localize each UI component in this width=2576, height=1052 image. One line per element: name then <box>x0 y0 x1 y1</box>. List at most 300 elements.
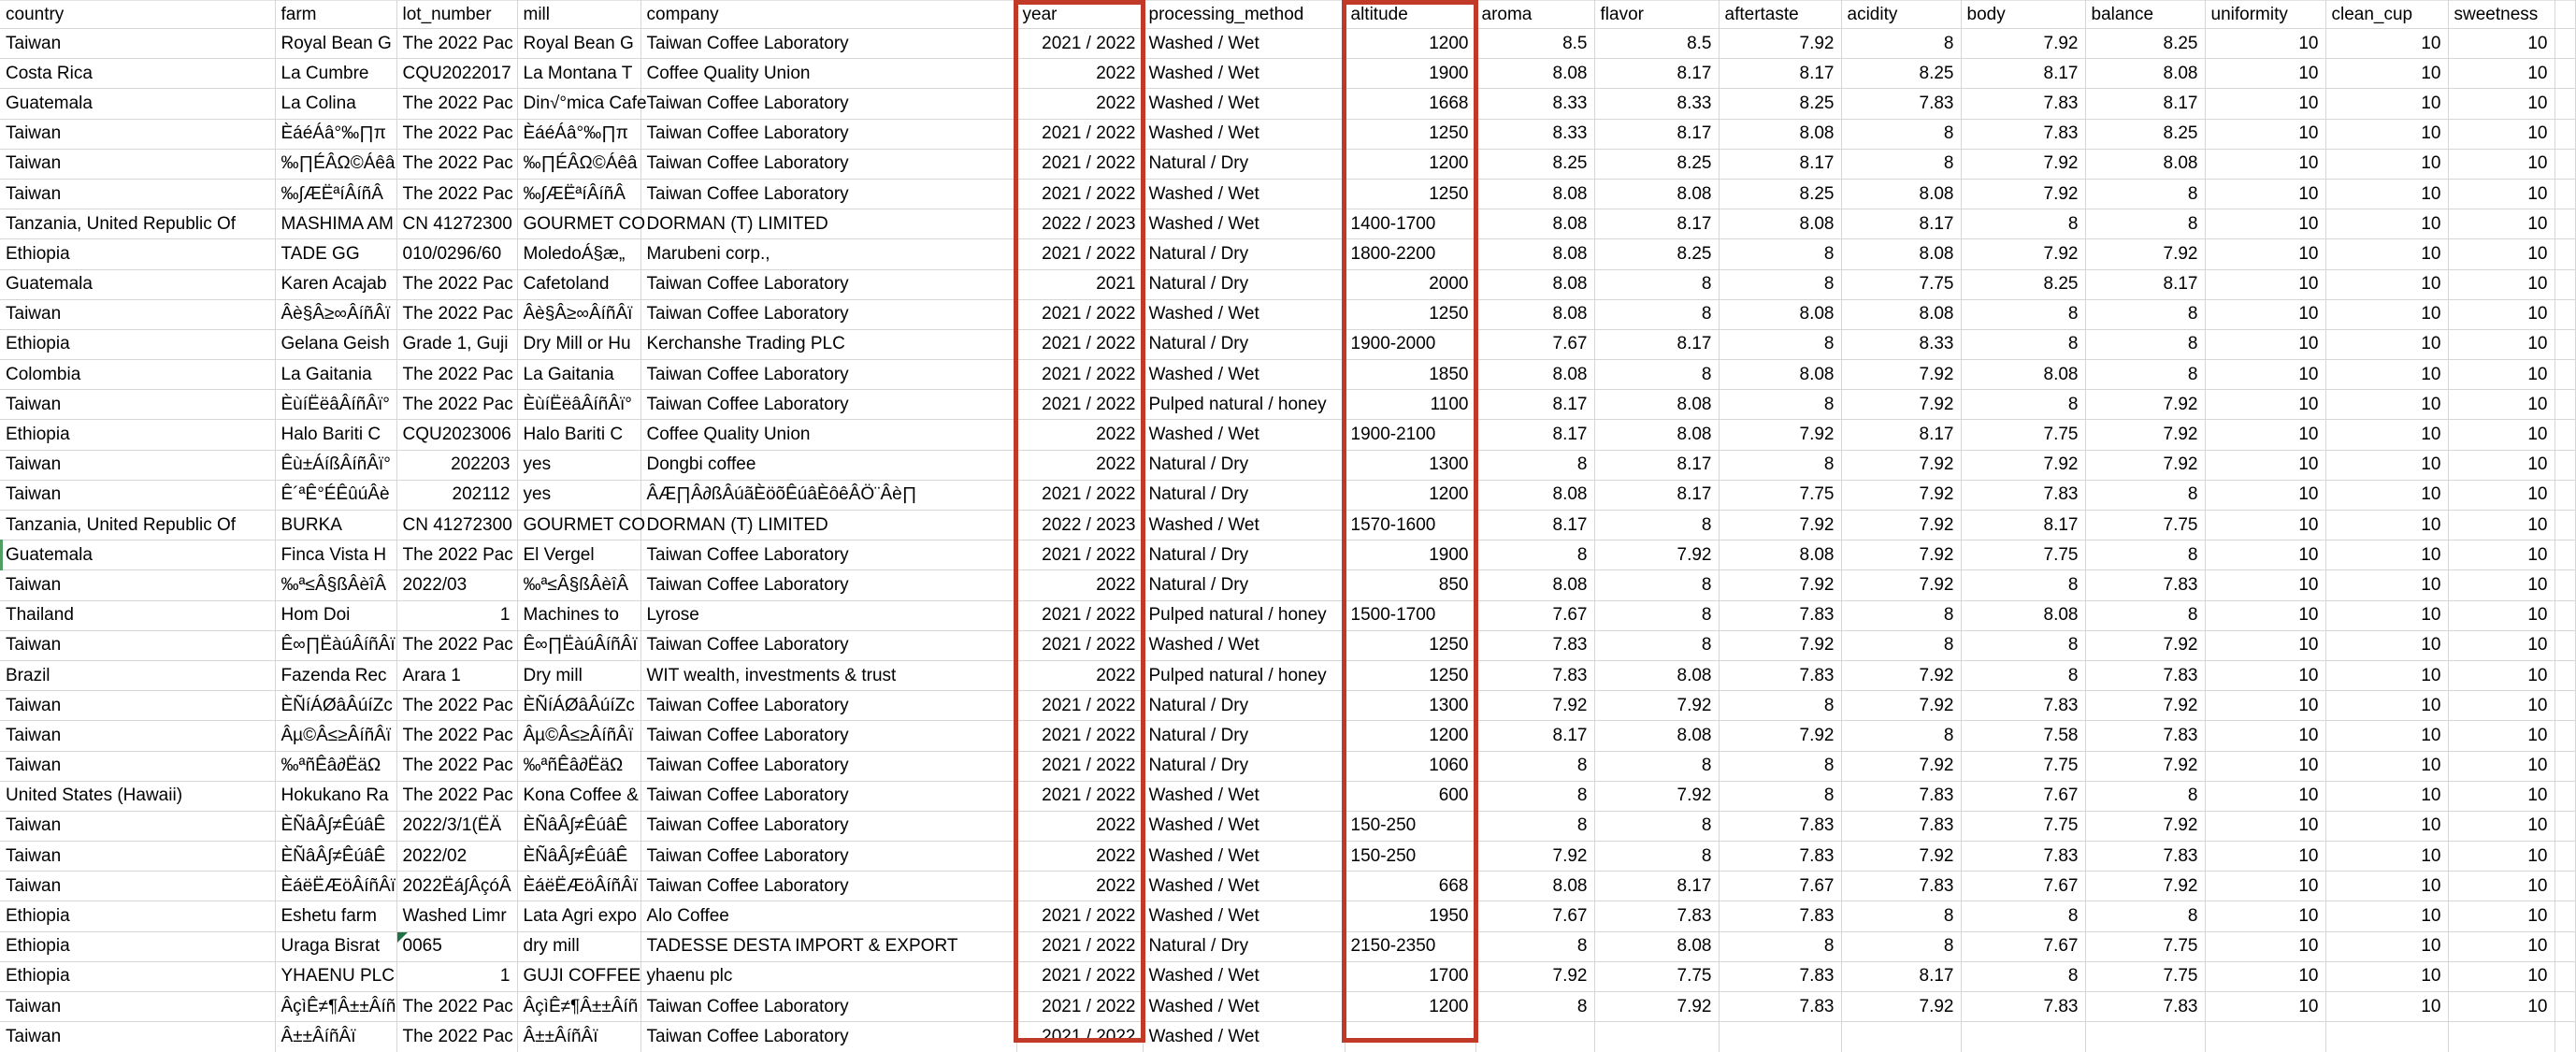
column-header-farm[interactable]: farm <box>275 1 396 29</box>
cell-sweetness[interactable]: 10 <box>2448 600 2554 630</box>
cell-lot_number[interactable]: The 2022 Pac <box>396 691 517 721</box>
cell-mill[interactable]: La Montana T <box>517 59 640 89</box>
cell-aroma[interactable]: 7.67 <box>1475 600 1594 630</box>
cell-acidity[interactable]: 7.83 <box>1841 781 1961 811</box>
cell-lot_number[interactable]: The 2022 Pac <box>396 29 517 59</box>
cell-mill[interactable]: ‰ª≤Â§ßÂèîÂ <box>517 570 640 600</box>
cell-altitude[interactable]: 1250 <box>1345 299 1475 329</box>
cell-aroma[interactable]: 8.08 <box>1475 360 1594 390</box>
cell-lot_number[interactable]: 010/0296/60 <box>396 239 517 269</box>
cell-year[interactable]: 2022 <box>1016 59 1143 89</box>
cell-processing_method[interactable]: Pulped natural / honey <box>1143 660 1345 690</box>
cell-flavor[interactable]: 8.25 <box>1594 239 1719 269</box>
cell-company[interactable]: Taiwan Coffee Laboratory <box>640 842 1016 872</box>
cell-flavor[interactable]: 8 <box>1594 269 1719 299</box>
cell-flavor[interactable]: 8.25 <box>1594 149 1719 179</box>
cell-filler[interactable] <box>2554 149 2575 179</box>
cell-farm[interactable]: ÈÑíÁØâÂúíZc <box>275 691 396 721</box>
cell-flavor[interactable]: 8 <box>1594 299 1719 329</box>
cell-year[interactable]: 2022 <box>1016 570 1143 600</box>
cell-uniformity[interactable]: 10 <box>2205 570 2325 600</box>
cell-body[interactable]: 8 <box>1961 329 2085 359</box>
cell-filler[interactable] <box>2554 570 2575 600</box>
cell-acidity[interactable]: 8.17 <box>1841 961 1961 991</box>
cell-sweetness[interactable]: 10 <box>2448 29 2554 59</box>
cell-body[interactable]: 8 <box>1961 390 2085 420</box>
cell-lot_number[interactable]: The 2022 Pac <box>396 269 517 299</box>
cell-uniformity[interactable]: 10 <box>2205 660 2325 690</box>
cell-mill[interactable]: GOURMET CO <box>517 511 640 540</box>
cell-flavor[interactable]: 8.17 <box>1594 329 1719 359</box>
cell-uniformity[interactable]: 10 <box>2205 931 2325 961</box>
cell-body[interactable]: 7.75 <box>1961 420 2085 450</box>
cell-filler[interactable] <box>2554 901 2575 931</box>
cell-aroma[interactable]: 8.08 <box>1475 269 1594 299</box>
cell-uniformity[interactable]: 10 <box>2205 811 2325 841</box>
cell-processing_method[interactable]: Washed / Wet <box>1143 992 1345 1022</box>
cell-processing_method[interactable]: Natural / Dry <box>1143 751 1345 781</box>
cell-mill[interactable]: ‰∏ÉÂΩ©Áêâ <box>517 149 640 179</box>
cell-filler[interactable] <box>2554 630 2575 660</box>
cell-clean_cup[interactable]: 10 <box>2325 691 2448 721</box>
column-header-aroma[interactable]: aroma <box>1475 1 1594 29</box>
cell-company[interactable]: Taiwan Coffee Laboratory <box>640 811 1016 841</box>
cell-year[interactable]: 2022 <box>1016 420 1143 450</box>
cell-filler[interactable] <box>2554 89 2575 119</box>
cell-company[interactable]: Lyrose <box>640 600 1016 630</box>
cell-altitude[interactable]: 1950 <box>1345 901 1475 931</box>
cell-processing_method[interactable]: Washed / Wet <box>1143 781 1345 811</box>
cell-farm[interactable]: La Colina <box>275 89 396 119</box>
column-header-filler[interactable] <box>2554 1 2575 29</box>
cell-filler[interactable] <box>2554 721 2575 751</box>
cell-lot_number[interactable]: Washed Limr <box>396 901 517 931</box>
cell-balance[interactable] <box>2085 1022 2205 1052</box>
cell-flavor[interactable]: 8 <box>1594 630 1719 660</box>
cell-filler[interactable] <box>2554 239 2575 269</box>
cell-body[interactable]: 7.83 <box>1961 119 2085 149</box>
cell-aftertaste[interactable]: 8.08 <box>1719 299 1841 329</box>
cell-aftertaste[interactable]: 7.92 <box>1719 630 1841 660</box>
cell-mill[interactable]: Cafetoland <box>517 269 640 299</box>
cell-farm[interactable]: Hokukano Ra <box>275 781 396 811</box>
cell-altitude[interactable]: 1900 <box>1345 59 1475 89</box>
cell-aftertaste[interactable]: 8.08 <box>1719 119 1841 149</box>
cell-aftertaste[interactable]: 7.92 <box>1719 721 1841 751</box>
cell-year[interactable]: 2021 / 2022 <box>1016 721 1143 751</box>
cell-aftertaste[interactable]: 8.17 <box>1719 149 1841 179</box>
cell-mill[interactable]: ÈÑíÁØâÂúíZc <box>517 691 640 721</box>
cell-clean_cup[interactable]: 10 <box>2325 239 2448 269</box>
cell-acidity[interactable]: 8 <box>1841 149 1961 179</box>
cell-mill[interactable]: La Gaitania <box>517 360 640 390</box>
cell-clean_cup[interactable]: 10 <box>2325 329 2448 359</box>
cell-year[interactable]: 2021 / 2022 <box>1016 179 1143 209</box>
cell-acidity[interactable]: 8.17 <box>1841 420 1961 450</box>
cell-body[interactable]: 8 <box>1961 630 2085 660</box>
cell-uniformity[interactable]: 10 <box>2205 59 2325 89</box>
cell-acidity[interactable]: 8.08 <box>1841 239 1961 269</box>
column-header-year[interactable]: year <box>1016 1 1143 29</box>
cell-sweetness[interactable]: 10 <box>2448 511 2554 540</box>
cell-flavor[interactable]: 8 <box>1594 751 1719 781</box>
cell-year[interactable]: 2021 / 2022 <box>1016 630 1143 660</box>
cell-body[interactable]: 7.67 <box>1961 872 2085 901</box>
cell-acidity[interactable]: 7.92 <box>1841 691 1961 721</box>
cell-farm[interactable]: BURKA <box>275 511 396 540</box>
cell-aftertaste[interactable]: 8 <box>1719 390 1841 420</box>
cell-flavor[interactable]: 8 <box>1594 360 1719 390</box>
column-header-mill[interactable]: mill <box>517 1 640 29</box>
cell-aftertaste[interactable]: 7.83 <box>1719 961 1841 991</box>
cell-mill[interactable]: Dry mill <box>517 660 640 690</box>
cell-lot_number[interactable]: CQU2023006 <box>396 420 517 450</box>
cell-aftertaste[interactable]: 7.83 <box>1719 842 1841 872</box>
cell-company[interactable]: WIT wealth, investments & trust <box>640 660 1016 690</box>
cell-clean_cup[interactable]: 10 <box>2325 872 2448 901</box>
cell-country[interactable]: Taiwan <box>0 751 275 781</box>
cell-filler[interactable] <box>2554 420 2575 450</box>
cell-lot_number[interactable]: The 2022 Pac <box>396 540 517 570</box>
cell-year[interactable]: 2022 <box>1016 89 1143 119</box>
cell-lot_number[interactable]: 0065 <box>396 931 517 961</box>
cell-mill[interactable]: Ê∞∏ËàúÂíñÂï <box>517 630 640 660</box>
cell-uniformity[interactable]: 10 <box>2205 420 2325 450</box>
cell-body[interactable]: 8.08 <box>1961 360 2085 390</box>
cell-acidity[interactable]: 8.08 <box>1841 299 1961 329</box>
cell-body[interactable]: 7.83 <box>1961 842 2085 872</box>
cell-aftertaste[interactable]: 7.92 <box>1719 511 1841 540</box>
cell-company[interactable]: Taiwan Coffee Laboratory <box>640 872 1016 901</box>
cell-year[interactable]: 2021 <box>1016 269 1143 299</box>
cell-lot_number[interactable]: 1 <box>396 600 517 630</box>
cell-mill[interactable]: GOURMET CO <box>517 209 640 239</box>
cell-filler[interactable] <box>2554 660 2575 690</box>
cell-flavor[interactable]: 8.08 <box>1594 721 1719 751</box>
cell-country[interactable]: Taiwan <box>0 179 275 209</box>
cell-mill[interactable]: Royal Bean G <box>517 29 640 59</box>
cell-uniformity[interactable]: 10 <box>2205 630 2325 660</box>
cell-body[interactable]: 8.25 <box>1961 269 2085 299</box>
cell-aroma[interactable]: 7.67 <box>1475 901 1594 931</box>
cell-year[interactable]: 2021 / 2022 <box>1016 360 1143 390</box>
cell-filler[interactable] <box>2554 540 2575 570</box>
cell-processing_method[interactable]: Washed / Wet <box>1143 89 1345 119</box>
cell-uniformity[interactable]: 10 <box>2205 209 2325 239</box>
cell-lot_number[interactable]: Arara 1 <box>396 660 517 690</box>
cell-filler[interactable] <box>2554 931 2575 961</box>
cell-farm[interactable]: ÈÑâÂ∫≠ÊúâÊ <box>275 842 396 872</box>
cell-acidity[interactable]: 7.92 <box>1841 751 1961 781</box>
cell-body[interactable]: 7.67 <box>1961 931 2085 961</box>
cell-clean_cup[interactable]: 10 <box>2325 209 2448 239</box>
cell-aftertaste[interactable]: 8.25 <box>1719 89 1841 119</box>
cell-aftertaste[interactable]: 7.83 <box>1719 901 1841 931</box>
cell-sweetness[interactable]: 10 <box>2448 299 2554 329</box>
cell-balance[interactable]: 7.75 <box>2085 931 2205 961</box>
cell-year[interactable]: 2021 / 2022 <box>1016 239 1143 269</box>
cell-processing_method[interactable]: Natural / Dry <box>1143 269 1345 299</box>
cell-filler[interactable] <box>2554 872 2575 901</box>
cell-mill[interactable]: yes <box>517 480 640 510</box>
cell-sweetness[interactable]: 10 <box>2448 842 2554 872</box>
cell-filler[interactable] <box>2554 961 2575 991</box>
cell-aroma[interactable]: 7.92 <box>1475 961 1594 991</box>
cell-lot_number[interactable]: CN 41272300 <box>396 209 517 239</box>
cell-body[interactable]: 7.83 <box>1961 480 2085 510</box>
cell-flavor[interactable]: 7.75 <box>1594 961 1719 991</box>
cell-sweetness[interactable]: 10 <box>2448 239 2554 269</box>
cell-sweetness[interactable]: 10 <box>2448 450 2554 480</box>
cell-lot_number[interactable]: 2022Ëá∫ÂçóÂ <box>396 872 517 901</box>
cell-uniformity[interactable] <box>2205 1022 2325 1052</box>
cell-balance[interactable]: 7.92 <box>2085 691 2205 721</box>
cell-clean_cup[interactable]: 10 <box>2325 269 2448 299</box>
cell-body[interactable]: 8 <box>1961 299 2085 329</box>
cell-acidity[interactable]: 8 <box>1841 630 1961 660</box>
cell-filler[interactable] <box>2554 1022 2575 1052</box>
cell-clean_cup[interactable]: 10 <box>2325 450 2448 480</box>
cell-body[interactable]: 7.92 <box>1961 239 2085 269</box>
cell-aroma[interactable]: 8 <box>1475 450 1594 480</box>
cell-uniformity[interactable]: 10 <box>2205 269 2325 299</box>
cell-uniformity[interactable]: 10 <box>2205 600 2325 630</box>
cell-balance[interactable]: 7.92 <box>2085 420 2205 450</box>
cell-body[interactable]: 7.83 <box>1961 89 2085 119</box>
cell-mill[interactable]: MoledoÁ§æ„ <box>517 239 640 269</box>
cell-aftertaste[interactable]: 7.83 <box>1719 811 1841 841</box>
cell-country[interactable]: United States (Hawaii) <box>0 781 275 811</box>
cell-aftertaste[interactable]: 8 <box>1719 931 1841 961</box>
cell-company[interactable]: ÂÆ∏Â∂ßÂúãÈöõÊúâÈôêÂÖ¨Âè∏ <box>640 480 1016 510</box>
cell-year[interactable]: 2021 / 2022 <box>1016 992 1143 1022</box>
cell-farm[interactable]: Êù±ÁíßÂíñÂï° <box>275 450 396 480</box>
cell-company[interactable]: Taiwan Coffee Laboratory <box>640 119 1016 149</box>
cell-altitude[interactable]: 600 <box>1345 781 1475 811</box>
cell-country[interactable]: Taiwan <box>0 119 275 149</box>
cell-lot_number[interactable]: The 2022 Pac <box>396 179 517 209</box>
cell-clean_cup[interactable]: 10 <box>2325 811 2448 841</box>
cell-filler[interactable] <box>2554 299 2575 329</box>
cell-farm[interactable]: Uraga Bisrat <box>275 931 396 961</box>
cell-balance[interactable]: 8 <box>2085 179 2205 209</box>
cell-lot_number[interactable]: The 2022 Pac <box>396 89 517 119</box>
cell-balance[interactable]: 8 <box>2085 600 2205 630</box>
cell-lot_number[interactable]: 2022/3/1(ËÄ <box>396 811 517 841</box>
cell-acidity[interactable]: 8 <box>1841 29 1961 59</box>
cell-uniformity[interactable]: 10 <box>2205 329 2325 359</box>
cell-balance[interactable]: 8 <box>2085 299 2205 329</box>
cell-sweetness[interactable]: 10 <box>2448 149 2554 179</box>
cell-body[interactable]: 7.75 <box>1961 811 2085 841</box>
cell-processing_method[interactable]: Washed / Wet <box>1143 901 1345 931</box>
cell-aroma[interactable]: 8.08 <box>1475 299 1594 329</box>
cell-clean_cup[interactable]: 10 <box>2325 390 2448 420</box>
cell-processing_method[interactable]: Natural / Dry <box>1143 480 1345 510</box>
cell-lot_number[interactable]: 2022/02 <box>396 842 517 872</box>
cell-uniformity[interactable]: 10 <box>2205 29 2325 59</box>
cell-company[interactable]: Dongbi coffee <box>640 450 1016 480</box>
cell-filler[interactable] <box>2554 450 2575 480</box>
cell-country[interactable]: Thailand <box>0 600 275 630</box>
cell-mill[interactable]: Halo Bariti C <box>517 420 640 450</box>
cell-mill[interactable]: Lata Agri expo <box>517 901 640 931</box>
cell-sweetness[interactable]: 10 <box>2448 360 2554 390</box>
cell-body[interactable]: 7.75 <box>1961 751 2085 781</box>
cell-filler[interactable] <box>2554 511 2575 540</box>
cell-aftertaste[interactable]: 7.67 <box>1719 872 1841 901</box>
cell-aftertaste[interactable]: 8 <box>1719 691 1841 721</box>
cell-altitude[interactable] <box>1345 1022 1475 1052</box>
cell-altitude[interactable]: 1300 <box>1345 691 1475 721</box>
cell-country[interactable]: Ethiopia <box>0 239 275 269</box>
cell-mill[interactable]: ÈÑâÂ∫≠ÊúâÊ <box>517 842 640 872</box>
cell-altitude[interactable]: 1900-2100 <box>1345 420 1475 450</box>
cell-processing_method[interactable]: Washed / Wet <box>1143 961 1345 991</box>
cell-filler[interactable] <box>2554 811 2575 841</box>
cell-clean_cup[interactable]: 10 <box>2325 931 2448 961</box>
cell-processing_method[interactable]: Washed / Wet <box>1143 299 1345 329</box>
cell-year[interactable]: 2021 / 2022 <box>1016 329 1143 359</box>
cell-mill[interactable]: ‰ªñÊâ∂ËäΩ <box>517 751 640 781</box>
cell-acidity[interactable]: 7.92 <box>1841 992 1961 1022</box>
cell-altitude[interactable]: 668 <box>1345 872 1475 901</box>
cell-altitude[interactable]: 1570-1600 <box>1345 511 1475 540</box>
cell-year[interactable]: 2022 <box>1016 872 1143 901</box>
cell-mill[interactable]: dry mill <box>517 931 640 961</box>
cell-altitude[interactable]: 1200 <box>1345 29 1475 59</box>
cell-country[interactable]: Taiwan <box>0 992 275 1022</box>
cell-balance[interactable]: 8 <box>2085 209 2205 239</box>
cell-company[interactable]: Taiwan Coffee Laboratory <box>640 299 1016 329</box>
cell-lot_number[interactable]: 1 <box>396 961 517 991</box>
column-header-balance[interactable]: balance <box>2085 1 2205 29</box>
cell-balance[interactable]: 7.92 <box>2085 390 2205 420</box>
cell-processing_method[interactable]: Natural / Dry <box>1143 450 1345 480</box>
cell-flavor[interactable]: 8.08 <box>1594 660 1719 690</box>
cell-sweetness[interactable]: 10 <box>2448 961 2554 991</box>
cell-sweetness[interactable]: 10 <box>2448 901 2554 931</box>
cell-farm[interactable]: ÂçìÊ≠¶Â±±Âíñ <box>275 992 396 1022</box>
cell-balance[interactable]: 8.17 <box>2085 269 2205 299</box>
cell-farm[interactable]: Fazenda Rec <box>275 660 396 690</box>
cell-year[interactable]: 2021 / 2022 <box>1016 390 1143 420</box>
cell-aftertaste[interactable]: 7.75 <box>1719 480 1841 510</box>
cell-balance[interactable]: 7.92 <box>2085 450 2205 480</box>
cell-sweetness[interactable] <box>2448 1022 2554 1052</box>
cell-clean_cup[interactable]: 10 <box>2325 59 2448 89</box>
cell-farm[interactable]: La Cumbre <box>275 59 396 89</box>
cell-aftertaste[interactable]: 8.25 <box>1719 179 1841 209</box>
cell-acidity[interactable]: 8.33 <box>1841 329 1961 359</box>
cell-flavor[interactable]: 8.08 <box>1594 931 1719 961</box>
cell-aftertaste[interactable]: 8 <box>1719 269 1841 299</box>
cell-filler[interactable] <box>2554 480 2575 510</box>
cell-lot_number[interactable]: CQU2022017 <box>396 59 517 89</box>
cell-country[interactable]: Taiwan <box>0 721 275 751</box>
cell-aroma[interactable]: 8.08 <box>1475 179 1594 209</box>
cell-clean_cup[interactable]: 10 <box>2325 842 2448 872</box>
cell-aroma[interactable]: 8 <box>1475 751 1594 781</box>
cell-processing_method[interactable]: Washed / Wet <box>1143 209 1345 239</box>
cell-acidity[interactable]: 7.92 <box>1841 540 1961 570</box>
cell-acidity[interactable]: 8.08 <box>1841 179 1961 209</box>
cell-country[interactable]: Ethiopia <box>0 329 275 359</box>
cell-year[interactable]: 2021 / 2022 <box>1016 540 1143 570</box>
cell-mill[interactable]: yes <box>517 450 640 480</box>
cell-country[interactable]: Taiwan <box>0 811 275 841</box>
cell-sweetness[interactable]: 10 <box>2448 390 2554 420</box>
cell-altitude[interactable]: 1900-2000 <box>1345 329 1475 359</box>
cell-uniformity[interactable]: 10 <box>2205 450 2325 480</box>
cell-company[interactable]: Taiwan Coffee Laboratory <box>640 1022 1016 1052</box>
cell-country[interactable]: Guatemala <box>0 89 275 119</box>
cell-flavor[interactable]: 8 <box>1594 570 1719 600</box>
cell-altitude[interactable]: 1060 <box>1345 751 1475 781</box>
cell-aroma[interactable]: 8.17 <box>1475 420 1594 450</box>
cell-country[interactable]: Brazil <box>0 660 275 690</box>
cell-year[interactable]: 2021 / 2022 <box>1016 751 1143 781</box>
cell-company[interactable]: Taiwan Coffee Laboratory <box>640 781 1016 811</box>
cell-year[interactable]: 2022 <box>1016 660 1143 690</box>
cell-company[interactable]: Coffee Quality Union <box>640 59 1016 89</box>
cell-balance[interactable]: 8 <box>2085 781 2205 811</box>
column-header-lot_number[interactable]: lot_number <box>396 1 517 29</box>
cell-flavor[interactable]: 7.92 <box>1594 540 1719 570</box>
cell-country[interactable]: Colombia <box>0 360 275 390</box>
cell-lot_number[interactable]: The 2022 Pac <box>396 630 517 660</box>
cell-aroma[interactable]: 7.83 <box>1475 630 1594 660</box>
cell-acidity[interactable]: 7.83 <box>1841 89 1961 119</box>
cell-mill[interactable]: Din√°mica Cafe <box>517 89 640 119</box>
cell-aftertaste[interactable]: 7.83 <box>1719 992 1841 1022</box>
cell-lot_number[interactable]: The 2022 Pac <box>396 360 517 390</box>
cell-company[interactable]: Taiwan Coffee Laboratory <box>640 570 1016 600</box>
cell-uniformity[interactable]: 10 <box>2205 961 2325 991</box>
cell-lot_number[interactable]: The 2022 Pac <box>396 721 517 751</box>
cell-company[interactable]: Taiwan Coffee Laboratory <box>640 149 1016 179</box>
cell-uniformity[interactable]: 10 <box>2205 872 2325 901</box>
cell-aroma[interactable]: 8 <box>1475 540 1594 570</box>
cell-aroma[interactable]: 8.08 <box>1475 59 1594 89</box>
cell-clean_cup[interactable]: 10 <box>2325 480 2448 510</box>
cell-mill[interactable]: ÈùíËëâÂíñÂï° <box>517 390 640 420</box>
cell-sweetness[interactable]: 10 <box>2448 179 2554 209</box>
cell-sweetness[interactable]: 10 <box>2448 781 2554 811</box>
cell-clean_cup[interactable]: 10 <box>2325 540 2448 570</box>
cell-aroma[interactable]: 7.67 <box>1475 329 1594 359</box>
cell-flavor[interactable]: 8 <box>1594 600 1719 630</box>
cell-clean_cup[interactable]: 10 <box>2325 992 2448 1022</box>
cell-body[interactable]: 7.83 <box>1961 992 2085 1022</box>
cell-uniformity[interactable]: 10 <box>2205 992 2325 1022</box>
cell-aftertaste[interactable]: 8 <box>1719 329 1841 359</box>
cell-balance[interactable]: 7.92 <box>2085 751 2205 781</box>
cell-aroma[interactable]: 8.08 <box>1475 570 1594 600</box>
cell-filler[interactable] <box>2554 209 2575 239</box>
cell-mill[interactable]: ÈáëËÆöÂíñÂï <box>517 872 640 901</box>
cell-mill[interactable]: Machines to <box>517 600 640 630</box>
cell-clean_cup[interactable]: 10 <box>2325 119 2448 149</box>
cell-country[interactable]: Taiwan <box>0 630 275 660</box>
cell-farm[interactable]: Âè§Â≥∞ÂíñÂï <box>275 299 396 329</box>
cell-sweetness[interactable]: 10 <box>2448 570 2554 600</box>
cell-body[interactable]: 7.58 <box>1961 721 2085 751</box>
cell-balance[interactable]: 8.08 <box>2085 59 2205 89</box>
cell-mill[interactable]: ÈÑâÂ∫≠ÊúâÊ <box>517 811 640 841</box>
cell-body[interactable]: 7.75 <box>1961 540 2085 570</box>
cell-uniformity[interactable]: 10 <box>2205 149 2325 179</box>
